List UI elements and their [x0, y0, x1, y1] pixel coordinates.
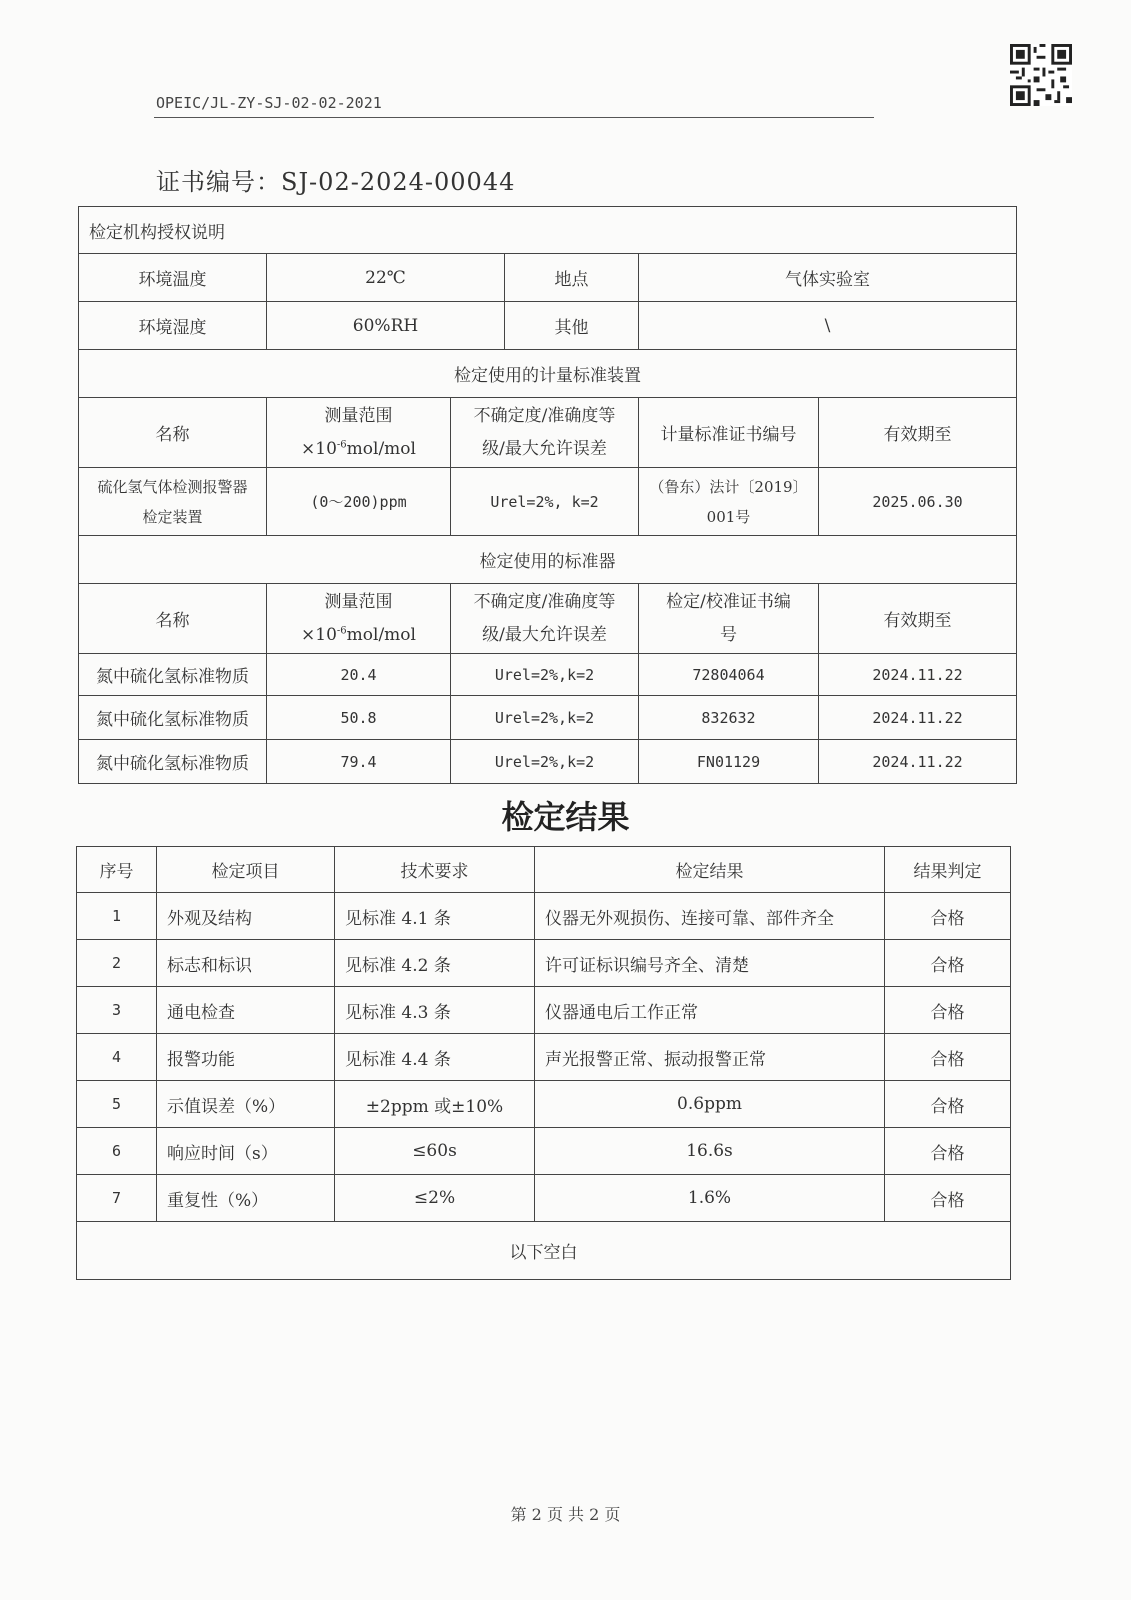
standards-table [78, 206, 1017, 784]
row-verdict: 合格 [885, 1081, 1011, 1128]
row-req: 见标准 4.2 条 [335, 940, 535, 987]
row-item: 报警功能 [157, 1034, 335, 1081]
ref-header-uncertainty: 不确定度/准确度等 级/最大允许误差 [451, 584, 639, 654]
header-verdict: 结果判定 [885, 847, 1011, 893]
ref-valid: 2024.11.22 [819, 654, 1017, 696]
table-row [77, 1128, 1011, 1175]
row-no: 2 [77, 940, 157, 987]
ref-cert: FN01129 [639, 740, 819, 784]
row-item: 通电检查 [157, 987, 335, 1034]
header-result: 检定结果 [535, 847, 885, 893]
std-header-range: 测量范围 $\times 10^{-6}mol$/mol [267, 398, 451, 468]
std-header-valid: 有效期至 [819, 398, 1017, 468]
std-device-name: 硫化氢气体检测报警器 检定装置 [79, 468, 267, 536]
row-req: 见标准 4.4 条 [335, 1034, 535, 1081]
location-value: 气体实验室 [639, 254, 1017, 302]
document-code: OPEIC/JL-ZY-SJ-02-02-2021 [156, 94, 382, 112]
table-row [79, 740, 1017, 784]
table-row [77, 893, 1011, 940]
ref-name: 氮中硫化氢标准物质 [79, 696, 267, 740]
table-row [77, 1034, 1011, 1081]
row-result: 仪器无外观损伤、连接可靠、部件齐全 [535, 893, 885, 940]
row-result: 16.6s [535, 1128, 885, 1175]
ref-uncertainty: Urel=2%,k=2 [451, 654, 639, 696]
header-no: 序号 [77, 847, 157, 893]
std-header-name: 名称 [79, 398, 267, 468]
std-device-uncertainty: Urel=2%, k=2 [451, 468, 639, 536]
reference-title: 检定使用的标准器 [79, 536, 1017, 584]
ref-cert: 832632 [639, 696, 819, 740]
row-no: 5 [77, 1081, 157, 1128]
page-number: 第 2 页 共 2 页 [510, 1505, 621, 1524]
row-no: 6 [77, 1128, 157, 1175]
ref-header-name: 名称 [79, 584, 267, 654]
env-temp-value: 22℃ [267, 254, 505, 302]
standard-device-title: 检定使用的计量标准装置 [79, 350, 1017, 398]
table-row [77, 940, 1011, 987]
row-verdict: 合格 [885, 893, 1011, 940]
env-humidity-label: 环境湿度 [79, 302, 267, 350]
ref-uncertainty: Urel=2%,k=2 [451, 696, 639, 740]
row-no: 3 [77, 987, 157, 1034]
row-item: 重复性（%） [157, 1175, 335, 1222]
results-table [76, 846, 1011, 1280]
row-no: 4 [77, 1034, 157, 1081]
ref-valid: 2024.11.22 [819, 696, 1017, 740]
results-heading: 检定结果 [501, 798, 630, 836]
env-humidity-value: 60%RH [267, 302, 505, 350]
env-temp-label: 环境温度 [79, 254, 267, 302]
row-verdict: 合格 [885, 1128, 1011, 1175]
row-item: 响应时间（s） [157, 1128, 335, 1175]
ref-name: 氮中硫化氢标准物质 [79, 654, 267, 696]
table-row [79, 696, 1017, 740]
table-row [77, 987, 1011, 1034]
row-req: ≤60s [335, 1128, 535, 1175]
row-item: 外观及结构 [157, 893, 335, 940]
other-label: 其他 [505, 302, 639, 350]
ref-range: 50.8 [267, 696, 451, 740]
row-result: 仪器通电后工作正常 [535, 987, 885, 1034]
ref-header-cert: 检定/校准证书编 号 [639, 584, 819, 654]
header-rule [154, 117, 874, 118]
std-device-range: (0～200)ppm [267, 468, 451, 536]
header-item: 检定项目 [157, 847, 335, 893]
ref-header-range: 测量范围 $\times 10^{-6}mol$/mol [267, 584, 451, 654]
row-verdict: 合格 [885, 940, 1011, 987]
row-verdict: 合格 [885, 1175, 1011, 1222]
row-no: 1 [77, 893, 157, 940]
std-header-uncertainty: 不确定度/准确度等 级/最大允许误差 [451, 398, 639, 468]
location-label: 地点 [505, 254, 639, 302]
auth-title: 检定机构授权说明 [79, 207, 1017, 254]
std-device-valid: 2025.06.30 [819, 468, 1017, 536]
other-value: \ [639, 302, 1017, 350]
row-result: 0.6ppm [535, 1081, 885, 1128]
certificate-number: 证书编号：SJ-02-2024-00044 [156, 168, 516, 196]
row-req: ±2ppm 或±10% [335, 1081, 535, 1128]
qr-code-icon [1010, 44, 1072, 106]
ref-uncertainty: Urel=2%,k=2 [451, 740, 639, 784]
row-req: ≤2% [335, 1175, 535, 1222]
row-item: 标志和标识 [157, 940, 335, 987]
ref-cert: 72804064 [639, 654, 819, 696]
row-no: 7 [77, 1175, 157, 1222]
row-req: 见标准 4.1 条 [335, 893, 535, 940]
row-result: 声光报警正常、振动报警正常 [535, 1034, 885, 1081]
header-req: 技术要求 [335, 847, 535, 893]
table-row [77, 1175, 1011, 1222]
row-result: 许可证标识编号齐全、清楚 [535, 940, 885, 987]
row-item: 示值误差（%） [157, 1081, 335, 1128]
ref-header-valid: 有效期至 [819, 584, 1017, 654]
ref-valid: 2024.11.22 [819, 740, 1017, 784]
ref-name: 氮中硫化氢标准物质 [79, 740, 267, 784]
row-req: 见标准 4.3 条 [335, 987, 535, 1034]
row-result: 1.6% [535, 1175, 885, 1222]
row-verdict: 合格 [885, 1034, 1011, 1081]
table-row [77, 1081, 1011, 1128]
ref-range: 79.4 [267, 740, 451, 784]
ref-range: 20.4 [267, 654, 451, 696]
std-header-cert: 计量标准证书编号 [639, 398, 819, 468]
row-verdict: 合格 [885, 987, 1011, 1034]
blank-note: 以下空白 [77, 1222, 1011, 1280]
std-device-cert: （鲁东）法计〔2019〕 001号 [639, 468, 819, 536]
table-row [79, 654, 1017, 696]
